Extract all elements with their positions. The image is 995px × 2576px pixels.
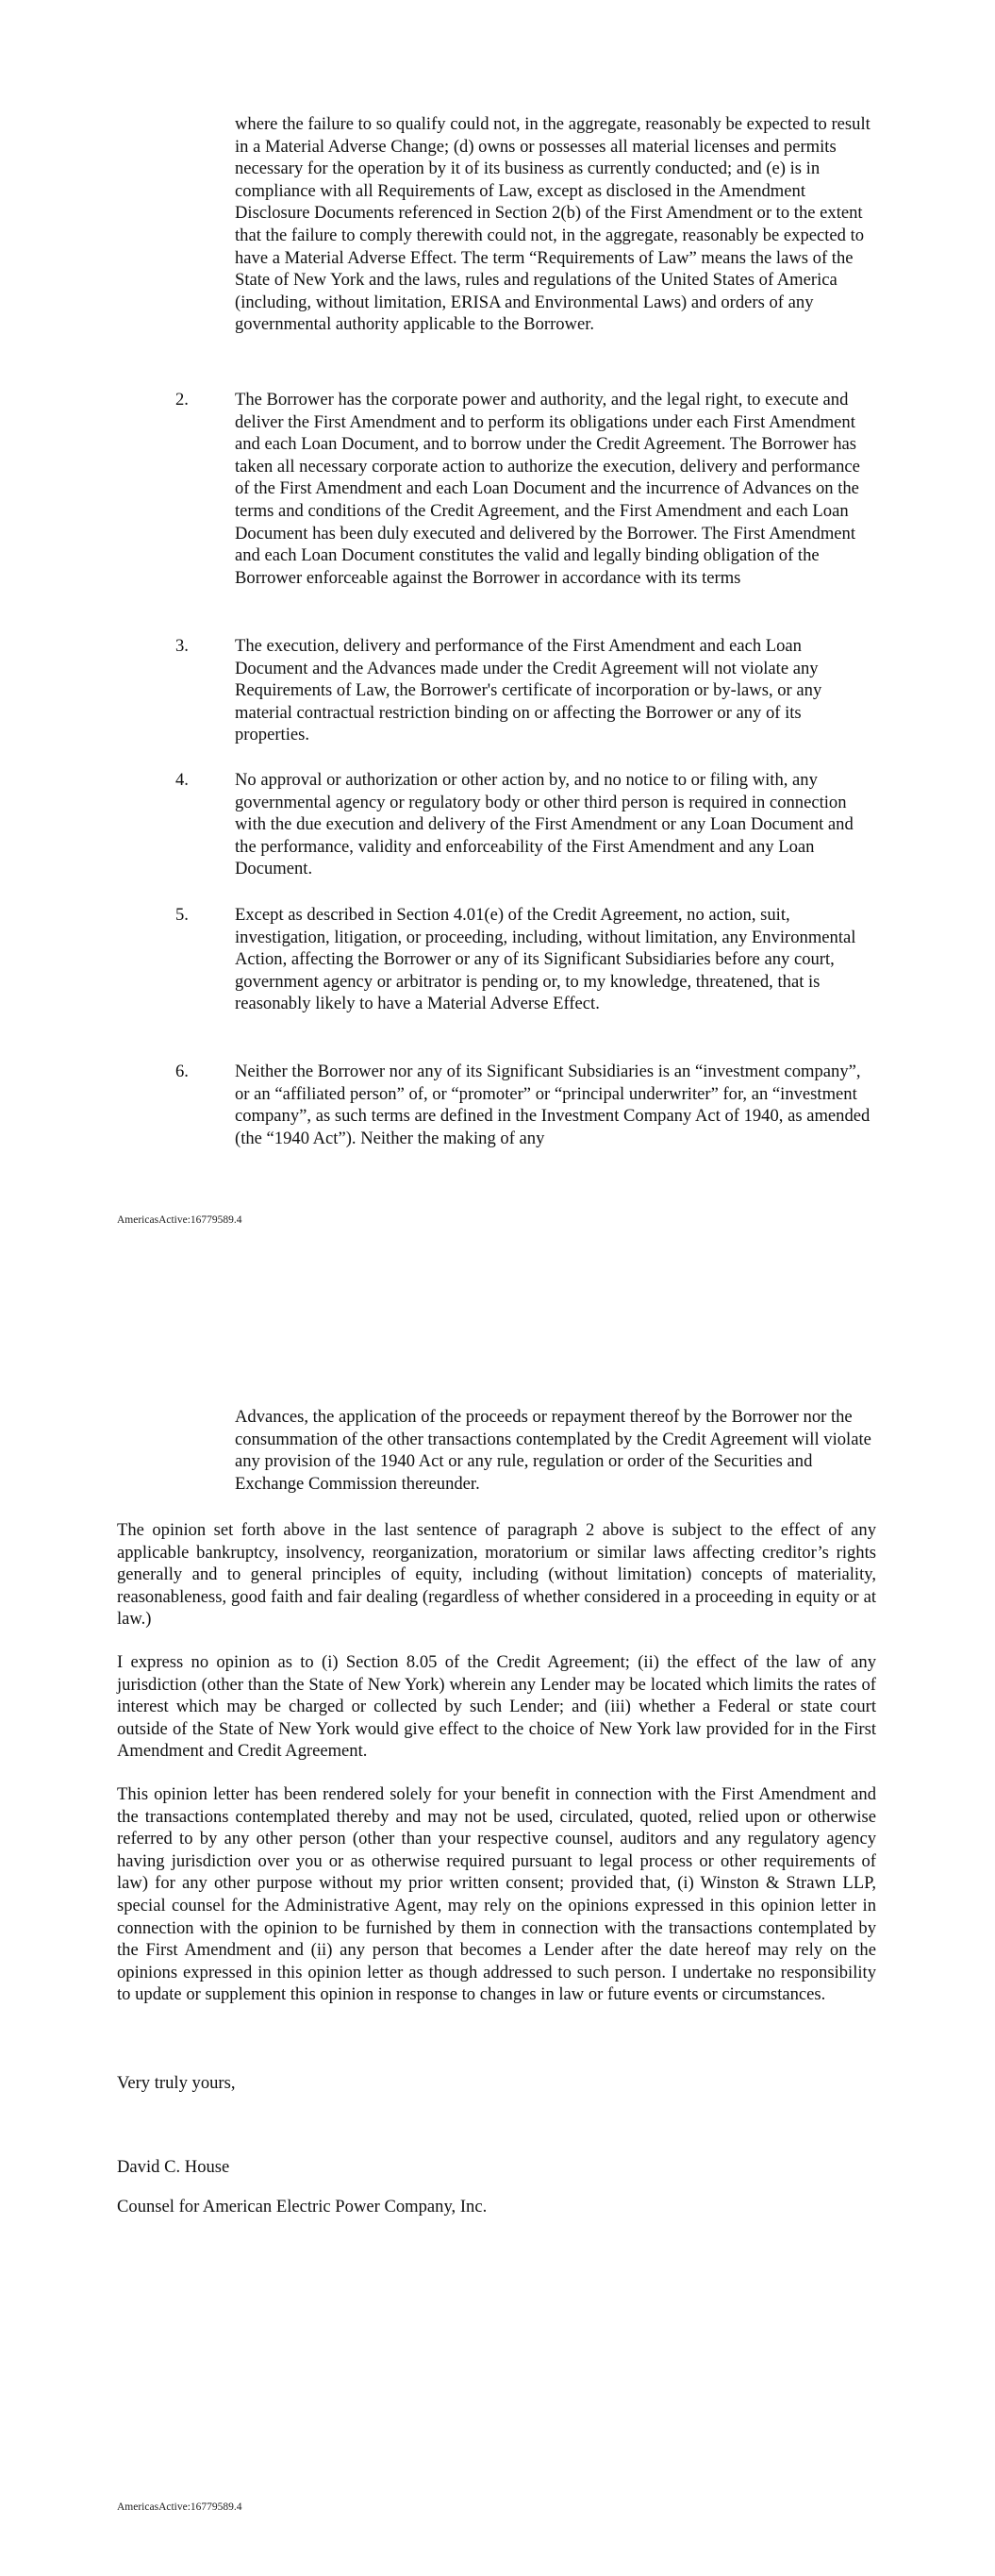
- numbered-paragraph-3: [117, 635, 876, 746]
- paragraph-text: The Borrower has the corporate power and authority, and the legal right, to execute and deliver the First Amendment and to perform its obligations under each First Amendment and each Loan Document, and to borrow under the Credit Agreement. The Borrower has taken all necessary corporate action to authorize the execution, delivery and performance of the First Amendment and each Loan Document and the incurrence of Advances on the terms and conditions of the Credit Agreement, and the First Amendment and each Loan Document has been duly executed and delivered by the Borrower. The First Amendment and each Loan Document constitutes the valid and legally binding obligation of the Borrower enforceable against the Borrower in accordance with its terms: [235, 390, 860, 588]
- document-page-2: [0, 1274, 995, 2576]
- paragraph-text: The execution, delivery and performance of the First Amendment and each Loan Document and the Advances made under the Credit Agreement will not violate any Requirements of Law, the Borrower's certificate of incorporation or by-laws, or any material contractual restriction binding on or affecting the Borrower or any of its properties.: [235, 636, 822, 745]
- closing-salutation: Very truly yours,: [117, 2073, 236, 2093]
- document-footer-id: AmericasActive:16779589.4: [117, 2501, 242, 2513]
- paragraph-number: 5.: [175, 905, 189, 925]
- paragraph-text: No approval or authorization or other action by, and no notice to or filing with, any governmental agency or regulatory body or other third person is required in connection with the due execution and delivery of the First Amendment or any Loan Document and the performance, validity and enforceability of the First Amendment and any Loan Document.: [235, 770, 854, 879]
- paragraph-text: Neither the Borrower nor any of its Significant Subsidiaries is an “investment company”, or an “affiliated person” of, or “promoter” or “principal underwriter” for, an “investment company”, as such terms are defined in the Investment Company Act of 1940, as amended (the “1940 Act”). Neither the making of any: [235, 1062, 871, 1148]
- paragraph-number: 2.: [175, 390, 189, 410]
- signer-name: David C. House: [117, 2157, 230, 2177]
- document-page-1: [0, 0, 995, 1274]
- no-opinion-paragraph: I express no opinion as to (i) Section 8.05 of the Credit Agreement; (ii) the effect of the law of any jurisdiction (other than the State of New York) wherein any Lender may be located which limits the rates of interest which may be charged or collected by such Lender; and (iii) whether a Federal or state court outside of the State of New York would give effect to the choice of New York law provided for in the First Amendment and Credit Agreement.: [117, 1652, 876, 1762]
- numbered-paragraph-4: [117, 769, 876, 880]
- paragraph-number: 6.: [175, 1062, 189, 1081]
- reliance-paragraph: This opinion letter has been rendered solely for your benefit in connection with the First Amendment and the transactions contemplated thereby and may not be used, circulated, quoted, relied upon or otherwise referred to by any other person (other than your respective counsel, auditors and any regulatory agency having jurisdiction over you or as otherwise required pursuant to legal process or other requirements of law) for any other purpose without my prior written consent; provided that, (i) Winston & Strawn LLP, special counsel for the Administrative Agent, may rely on the opinions expressed in this opinion letter in connection with the opinion to be furnished by them in connection with the transactions contemplated by the First Amendment and (ii) any person that becomes a Lender after the date hereof may rely on the opinions expressed in this opinion letter as though addressed to such person. I undertake no responsibility to update or supplement this opinion in response to changes in law or future events or circumstances.: [117, 1784, 876, 2005]
- document-footer-id: AmericasActive:16779589.4: [117, 1214, 242, 1226]
- paragraph-text: Except as described in Section 4.01(e) of the Credit Agreement, no action, suit, investigation, litigation, or proceeding, including, without limitation, any Environmental Action, affecting the Borrower or any of its Significant Subsidiaries before any court, government agency or arbitrator is pending or, to my knowledge, threatened, that is reasonably likely to have a Material Adverse Effect.: [235, 905, 856, 1014]
- limitations-paragraph: The opinion set forth above in the last sentence of paragraph 2 above is subject to the effect of any applicable bankruptcy, insolvency, reorganization, moratorium or similar laws affecting creditor’s rights generally and to general principles of equity, including (without limitation) concepts of materiality, reasonableness, good faith and fair dealing (regardless of whether considered in a proceeding in equity or at law.): [117, 1520, 876, 1630]
- paragraph-number: 4.: [175, 770, 189, 790]
- continued-paragraph: Advances, the application of the proceeds or repayment thereof by the Borrower nor the consummation of the other transactions contemplated by the Credit Agreement will violate any provision of the 1940 Act or any rule, regulation or order of the Securities and Exchange Commission thereunder.: [235, 1407, 871, 1494]
- numbered-paragraph-6: [117, 1061, 876, 1149]
- numbered-paragraph-2: [117, 389, 876, 589]
- numbered-paragraph-5: [117, 904, 876, 1015]
- continued-paragraph: where the failure to so qualify could not, in the aggregate, reasonably be expected to result in a Material Adverse Change; (d) owns or possesses all material licenses and permits necessary for the operation by it of its business as currently conducted; and (e) is in compliance with all Requirements of Law, except as disclosed in the Amendment Disclosure Documents referenced in Section 2(b) of the First Amendment or to the extent that the failure to comply therewith could not, in the aggregate, reasonably be expected to have a Material Adverse Effect. The term “Requirements of Law” means the laws of the State of New York and the laws, rules and regulations of the United States of America (including, without limitation, ERISA and Environmental Laws) and orders of any governmental authority applicable to the Borrower.: [235, 114, 871, 335]
- paragraph-number: 3.: [175, 636, 189, 656]
- signer-title: Counsel for American Electric Power Company, Inc.: [117, 2197, 488, 2216]
